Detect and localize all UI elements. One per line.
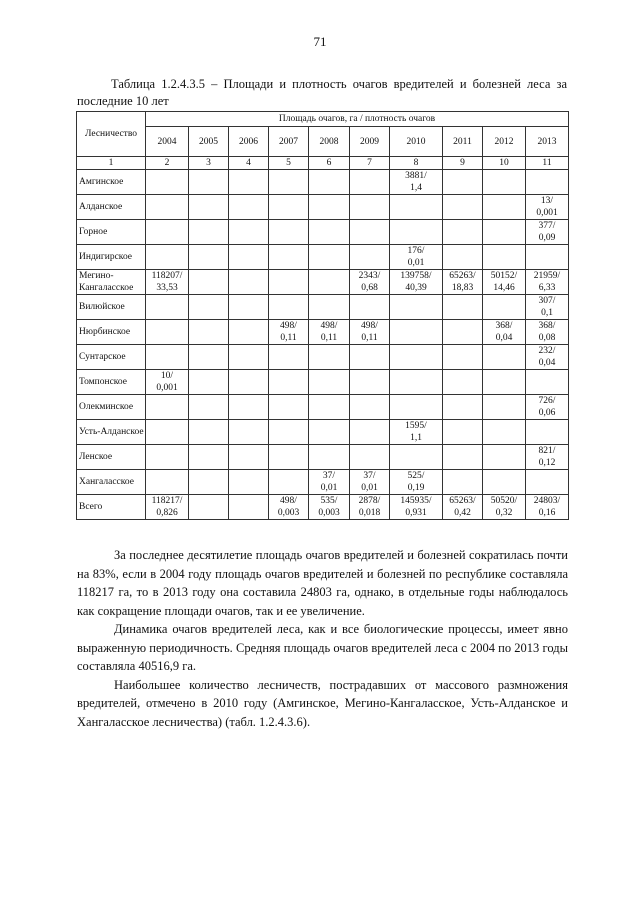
- cell-density: 18,83: [451, 283, 474, 293]
- value-cell: [229, 320, 269, 345]
- value-cell: [350, 495, 390, 520]
- column-index: 7: [350, 157, 390, 170]
- cell-area: 10/: [160, 371, 174, 381]
- cell-density: 1,1: [410, 433, 422, 443]
- value-cell: [309, 245, 350, 270]
- value-cell: [269, 220, 309, 245]
- table-row: [77, 320, 569, 345]
- value-cell: [483, 395, 526, 420]
- value-cell: [269, 470, 309, 495]
- value-cell: [189, 420, 229, 445]
- value-cell: [443, 220, 483, 245]
- cell-area: 498/: [280, 321, 297, 331]
- cell-area: 368/: [495, 321, 513, 331]
- value-cell: [146, 320, 189, 345]
- value-cell: [146, 470, 189, 495]
- value-cell: [146, 295, 189, 320]
- table-row: [77, 270, 569, 295]
- table-row: [77, 495, 569, 520]
- forestry-name: Амгинское: [77, 170, 146, 195]
- table-row: [77, 445, 569, 470]
- value-cell: [483, 370, 526, 395]
- value-cell: [443, 420, 483, 445]
- table-row: [77, 170, 569, 195]
- value-cell: [146, 345, 189, 370]
- value-cell: [269, 270, 309, 295]
- value-cell: [526, 170, 569, 195]
- value-cell: [483, 220, 526, 245]
- value-cell: [269, 495, 309, 520]
- cell-density: 0,04: [495, 333, 513, 343]
- cell-area: 37/: [322, 471, 336, 481]
- value-cell: [350, 220, 390, 245]
- header-year: 2007: [269, 127, 309, 157]
- value-cell: [390, 270, 443, 295]
- value-cell: [229, 220, 269, 245]
- value-cell: [526, 270, 569, 295]
- cell-area: 377/: [538, 221, 556, 231]
- cell-density: 0,001: [156, 383, 178, 393]
- value-cell: [146, 495, 189, 520]
- value-cell: [146, 370, 189, 395]
- value-cell: [146, 395, 189, 420]
- column-index: 6: [309, 157, 350, 170]
- value-cell: [309, 220, 350, 245]
- header-year: 2011: [443, 127, 483, 157]
- cell-density: 0,12: [538, 458, 556, 468]
- cell-density: 0,04: [538, 358, 556, 368]
- value-cell: [483, 445, 526, 470]
- value-cell: [309, 195, 350, 220]
- value-cell: [309, 395, 350, 420]
- value-cell: [229, 420, 269, 445]
- value-cell: [526, 295, 569, 320]
- value-cell: [229, 295, 269, 320]
- value-cell: [390, 170, 443, 195]
- paragraph: За последнее десятилетие площадь очагов вредителей и болезней сократилась почти на 83%, если в 2004 году площадь очагов вредителей и болезней по республике составляла 118217 га, то в 2013 году она составила 24803 га, однако, в отдельные годы наблюдалось как сокращение площади очагов, так и ее увеличение.: [77, 548, 568, 618]
- cell-area: 176/: [407, 246, 425, 256]
- value-cell: [309, 470, 350, 495]
- cell-area: 118217/: [151, 496, 183, 506]
- cell-area: 726/: [538, 396, 556, 406]
- value-cell: [483, 495, 526, 520]
- value-cell: [350, 170, 390, 195]
- cell-area: 821/: [538, 446, 556, 456]
- value-cell: [269, 295, 309, 320]
- cell-density: 0,19: [407, 483, 425, 493]
- value-cell: [483, 320, 526, 345]
- value-cell: [350, 295, 390, 320]
- cell-density: 6,33: [538, 283, 556, 293]
- body-text: [77, 546, 568, 731]
- value-cell: [146, 270, 189, 295]
- value-cell: [309, 345, 350, 370]
- forestry-name: Алданское: [77, 195, 146, 220]
- forestry-name: Мегино-Кангаласское: [77, 270, 146, 295]
- table-caption: Таблица 1.2.4.3.5 – Площади и плотность очагов вредителей и болезней леса за последние 10 лет: [77, 77, 567, 108]
- forestry-name: Нюрбинское: [77, 320, 146, 345]
- value-cell: [526, 345, 569, 370]
- cell-density: 0,42: [454, 508, 471, 518]
- value-cell: [309, 270, 350, 295]
- value-cell: [443, 445, 483, 470]
- value-cell: [189, 370, 229, 395]
- value-cell: [269, 170, 309, 195]
- cell-density: 0,003: [277, 508, 300, 518]
- value-cell: [269, 195, 309, 220]
- value-cell: [189, 495, 229, 520]
- cell-area: 232/: [538, 346, 556, 356]
- header-year: 2010: [390, 127, 443, 157]
- header-forestry: Лесничество: [77, 112, 146, 157]
- forestry-name: Горное: [77, 220, 146, 245]
- column-index: 1: [77, 157, 146, 170]
- header-year: 2013: [526, 127, 569, 157]
- cell-area: 37/: [363, 471, 376, 481]
- value-cell: [526, 495, 569, 520]
- forestry-name: Усть-Алданское: [77, 420, 146, 445]
- value-cell: [350, 270, 390, 295]
- value-cell: [146, 195, 189, 220]
- value-cell: [309, 320, 350, 345]
- value-cell: [189, 395, 229, 420]
- value-cell: [483, 170, 526, 195]
- cell-density: 0,11: [361, 333, 378, 343]
- value-cell: [443, 245, 483, 270]
- cell-density: 14,46: [493, 283, 515, 293]
- value-cell: [189, 445, 229, 470]
- value-cell: [229, 470, 269, 495]
- value-cell: [350, 370, 390, 395]
- value-cell: [390, 220, 443, 245]
- forestry-name: Всего: [77, 495, 146, 520]
- value-cell: [269, 320, 309, 345]
- table-row: [77, 345, 569, 370]
- cell-area: 535/: [320, 496, 338, 506]
- value-cell: [390, 495, 443, 520]
- value-cell: [269, 445, 309, 470]
- cell-density: 0,16: [538, 508, 556, 518]
- forestry-name: Вилюйское: [77, 295, 146, 320]
- value-cell: [309, 370, 350, 395]
- value-cell: [229, 345, 269, 370]
- value-cell: [526, 245, 569, 270]
- value-cell: [269, 395, 309, 420]
- table-row: [77, 470, 569, 495]
- cell-area: 118207/: [151, 271, 183, 281]
- value-cell: [526, 420, 569, 445]
- cell-density: 0,003: [318, 508, 340, 518]
- header-year: 2006: [229, 127, 269, 157]
- value-cell: [350, 420, 390, 445]
- value-cell: [483, 195, 526, 220]
- cell-density: 0,01: [320, 483, 338, 493]
- cell-area: 498/: [361, 321, 378, 331]
- value-cell: [390, 420, 443, 445]
- value-cell: [229, 270, 269, 295]
- value-cell: [309, 495, 350, 520]
- value-cell: [443, 195, 483, 220]
- value-cell: [189, 295, 229, 320]
- value-cell: [189, 270, 229, 295]
- cell-area: 65263/: [449, 496, 476, 506]
- value-cell: [269, 420, 309, 445]
- column-index: 11: [526, 157, 569, 170]
- value-cell: [526, 220, 569, 245]
- cell-area: 50520/: [490, 496, 518, 506]
- value-cell: [390, 470, 443, 495]
- value-cell: [309, 295, 350, 320]
- value-cell: [269, 245, 309, 270]
- table-row: [77, 395, 569, 420]
- cell-density: 1,4: [410, 183, 422, 193]
- column-index: 5: [269, 157, 309, 170]
- value-cell: [309, 445, 350, 470]
- value-cell: [309, 170, 350, 195]
- value-cell: [390, 295, 443, 320]
- cell-area: 498/: [280, 496, 297, 506]
- value-cell: [443, 470, 483, 495]
- value-cell: [390, 345, 443, 370]
- value-cell: [483, 245, 526, 270]
- cell-area: 24803/: [533, 496, 561, 506]
- forestry-name: Хангаласское: [77, 470, 146, 495]
- value-cell: [146, 220, 189, 245]
- cell-density: 33,53: [156, 283, 178, 293]
- table-row: [77, 295, 569, 320]
- value-cell: [189, 345, 229, 370]
- cell-density: 0,931: [405, 508, 427, 518]
- cell-area: 525/: [407, 471, 425, 481]
- value-cell: [443, 345, 483, 370]
- cell-area: 50152/: [490, 271, 518, 281]
- cell-area: 1595/: [405, 421, 427, 431]
- column-index: 8: [390, 157, 443, 170]
- column-index: 3: [189, 157, 229, 170]
- value-cell: [526, 195, 569, 220]
- cell-density: 0,826: [156, 508, 178, 518]
- cell-density: 0,1: [541, 308, 553, 318]
- value-cell: [189, 170, 229, 195]
- value-cell: [526, 445, 569, 470]
- cell-density: 0,001: [536, 208, 558, 218]
- value-cell: [350, 345, 390, 370]
- paragraph: Динамика очагов вредителей леса, как и все биологические процессы, имеет явно выраженную периодичность. Средняя площадь очагов вредителей леса с 2004 по 2013 годы составляла 40516,9 га.: [77, 622, 568, 673]
- paragraph: Наибольшее количество лесничеств, пострадавших от массового размножения вредителей, отмечено в 2010 году (Амгинское, Мегино-Кангаласское, Усть-Алданское и Хангаласское лесничества) (табл. 1.2.4.3.6).: [77, 677, 568, 729]
- column-index: 4: [229, 157, 269, 170]
- value-cell: [189, 220, 229, 245]
- value-cell: [350, 470, 390, 495]
- forestry-name: Сунтарское: [77, 345, 146, 370]
- forestry-name: Томпонское: [77, 370, 146, 395]
- cell-density: 0,018: [358, 508, 381, 518]
- value-cell: [269, 345, 309, 370]
- forest-pest-table: [76, 111, 569, 520]
- value-cell: [443, 270, 483, 295]
- value-cell: [483, 470, 526, 495]
- value-cell: [269, 370, 309, 395]
- forestry-name: Ленское: [77, 445, 146, 470]
- page-number: 71: [313, 34, 327, 49]
- value-cell: [189, 470, 229, 495]
- value-cell: [146, 170, 189, 195]
- value-cell: [483, 295, 526, 320]
- value-cell: [229, 495, 269, 520]
- value-cell: [526, 470, 569, 495]
- value-cell: [443, 320, 483, 345]
- table-row: [77, 245, 569, 270]
- header-year: 2004: [146, 127, 189, 157]
- table-row: [77, 195, 569, 220]
- cell-density: 0,11: [320, 333, 338, 343]
- forestry-name: Олекминское: [77, 395, 146, 420]
- header-year: 2009: [350, 127, 390, 157]
- value-cell: [390, 245, 443, 270]
- value-cell: [146, 245, 189, 270]
- value-cell: [390, 195, 443, 220]
- cell-density: 0,08: [538, 333, 556, 343]
- cell-area: 65263/: [449, 271, 476, 281]
- forestry-name: Индигирское: [77, 245, 146, 270]
- value-cell: [390, 370, 443, 395]
- value-cell: [483, 270, 526, 295]
- header-year: 2005: [189, 127, 229, 157]
- value-cell: [350, 195, 390, 220]
- value-cell: [146, 445, 189, 470]
- value-cell: [189, 195, 229, 220]
- cell-density: 0,68: [361, 283, 378, 293]
- cell-area: 139758/: [400, 271, 432, 281]
- value-cell: [443, 295, 483, 320]
- value-cell: [350, 395, 390, 420]
- cell-area: 3881/: [405, 171, 427, 181]
- header-year: 2012: [483, 127, 526, 157]
- value-cell: [146, 420, 189, 445]
- cell-area: 13/: [540, 196, 554, 206]
- value-cell: [526, 370, 569, 395]
- cell-area: 498/: [320, 321, 338, 331]
- cell-area: 145935/: [400, 496, 432, 506]
- cell-area: 21959/: [533, 271, 561, 281]
- cell-density: 0,11: [280, 333, 297, 343]
- cell-area: 307/: [538, 296, 556, 306]
- value-cell: [229, 170, 269, 195]
- value-cell: [390, 320, 443, 345]
- value-cell: [229, 245, 269, 270]
- table-row: [77, 420, 569, 445]
- value-cell: [390, 445, 443, 470]
- value-cell: [350, 320, 390, 345]
- value-cell: [443, 395, 483, 420]
- value-cell: [229, 395, 269, 420]
- cell-area: 2343/: [358, 271, 381, 281]
- value-cell: [526, 395, 569, 420]
- value-cell: [189, 320, 229, 345]
- table-row: [77, 220, 569, 245]
- value-cell: [443, 495, 483, 520]
- cell-density: 0,09: [538, 233, 556, 243]
- table-row: [77, 370, 569, 395]
- value-cell: [350, 245, 390, 270]
- value-cell: [443, 370, 483, 395]
- value-cell: [526, 320, 569, 345]
- cell-density: 0,06: [538, 408, 556, 418]
- value-cell: [483, 345, 526, 370]
- header-group: Площадь очагов, га / плотность очагов: [146, 112, 569, 127]
- value-cell: [443, 170, 483, 195]
- cell-area: 368/: [538, 321, 556, 331]
- cell-density: 0,01: [407, 258, 425, 268]
- cell-density: 0,32: [495, 508, 513, 518]
- header-year: 2008: [309, 127, 350, 157]
- value-cell: [483, 420, 526, 445]
- value-cell: [229, 445, 269, 470]
- cell-density: 0,01: [361, 483, 378, 493]
- value-cell: [350, 445, 390, 470]
- value-cell: [309, 420, 350, 445]
- column-index: 9: [443, 157, 483, 170]
- value-cell: [189, 245, 229, 270]
- value-cell: [229, 370, 269, 395]
- cell-density: 40,39: [405, 283, 427, 293]
- value-cell: [229, 195, 269, 220]
- value-cell: [390, 395, 443, 420]
- cell-area: 2878/: [358, 496, 381, 506]
- column-index: 10: [483, 157, 526, 170]
- column-index: 2: [146, 157, 189, 170]
